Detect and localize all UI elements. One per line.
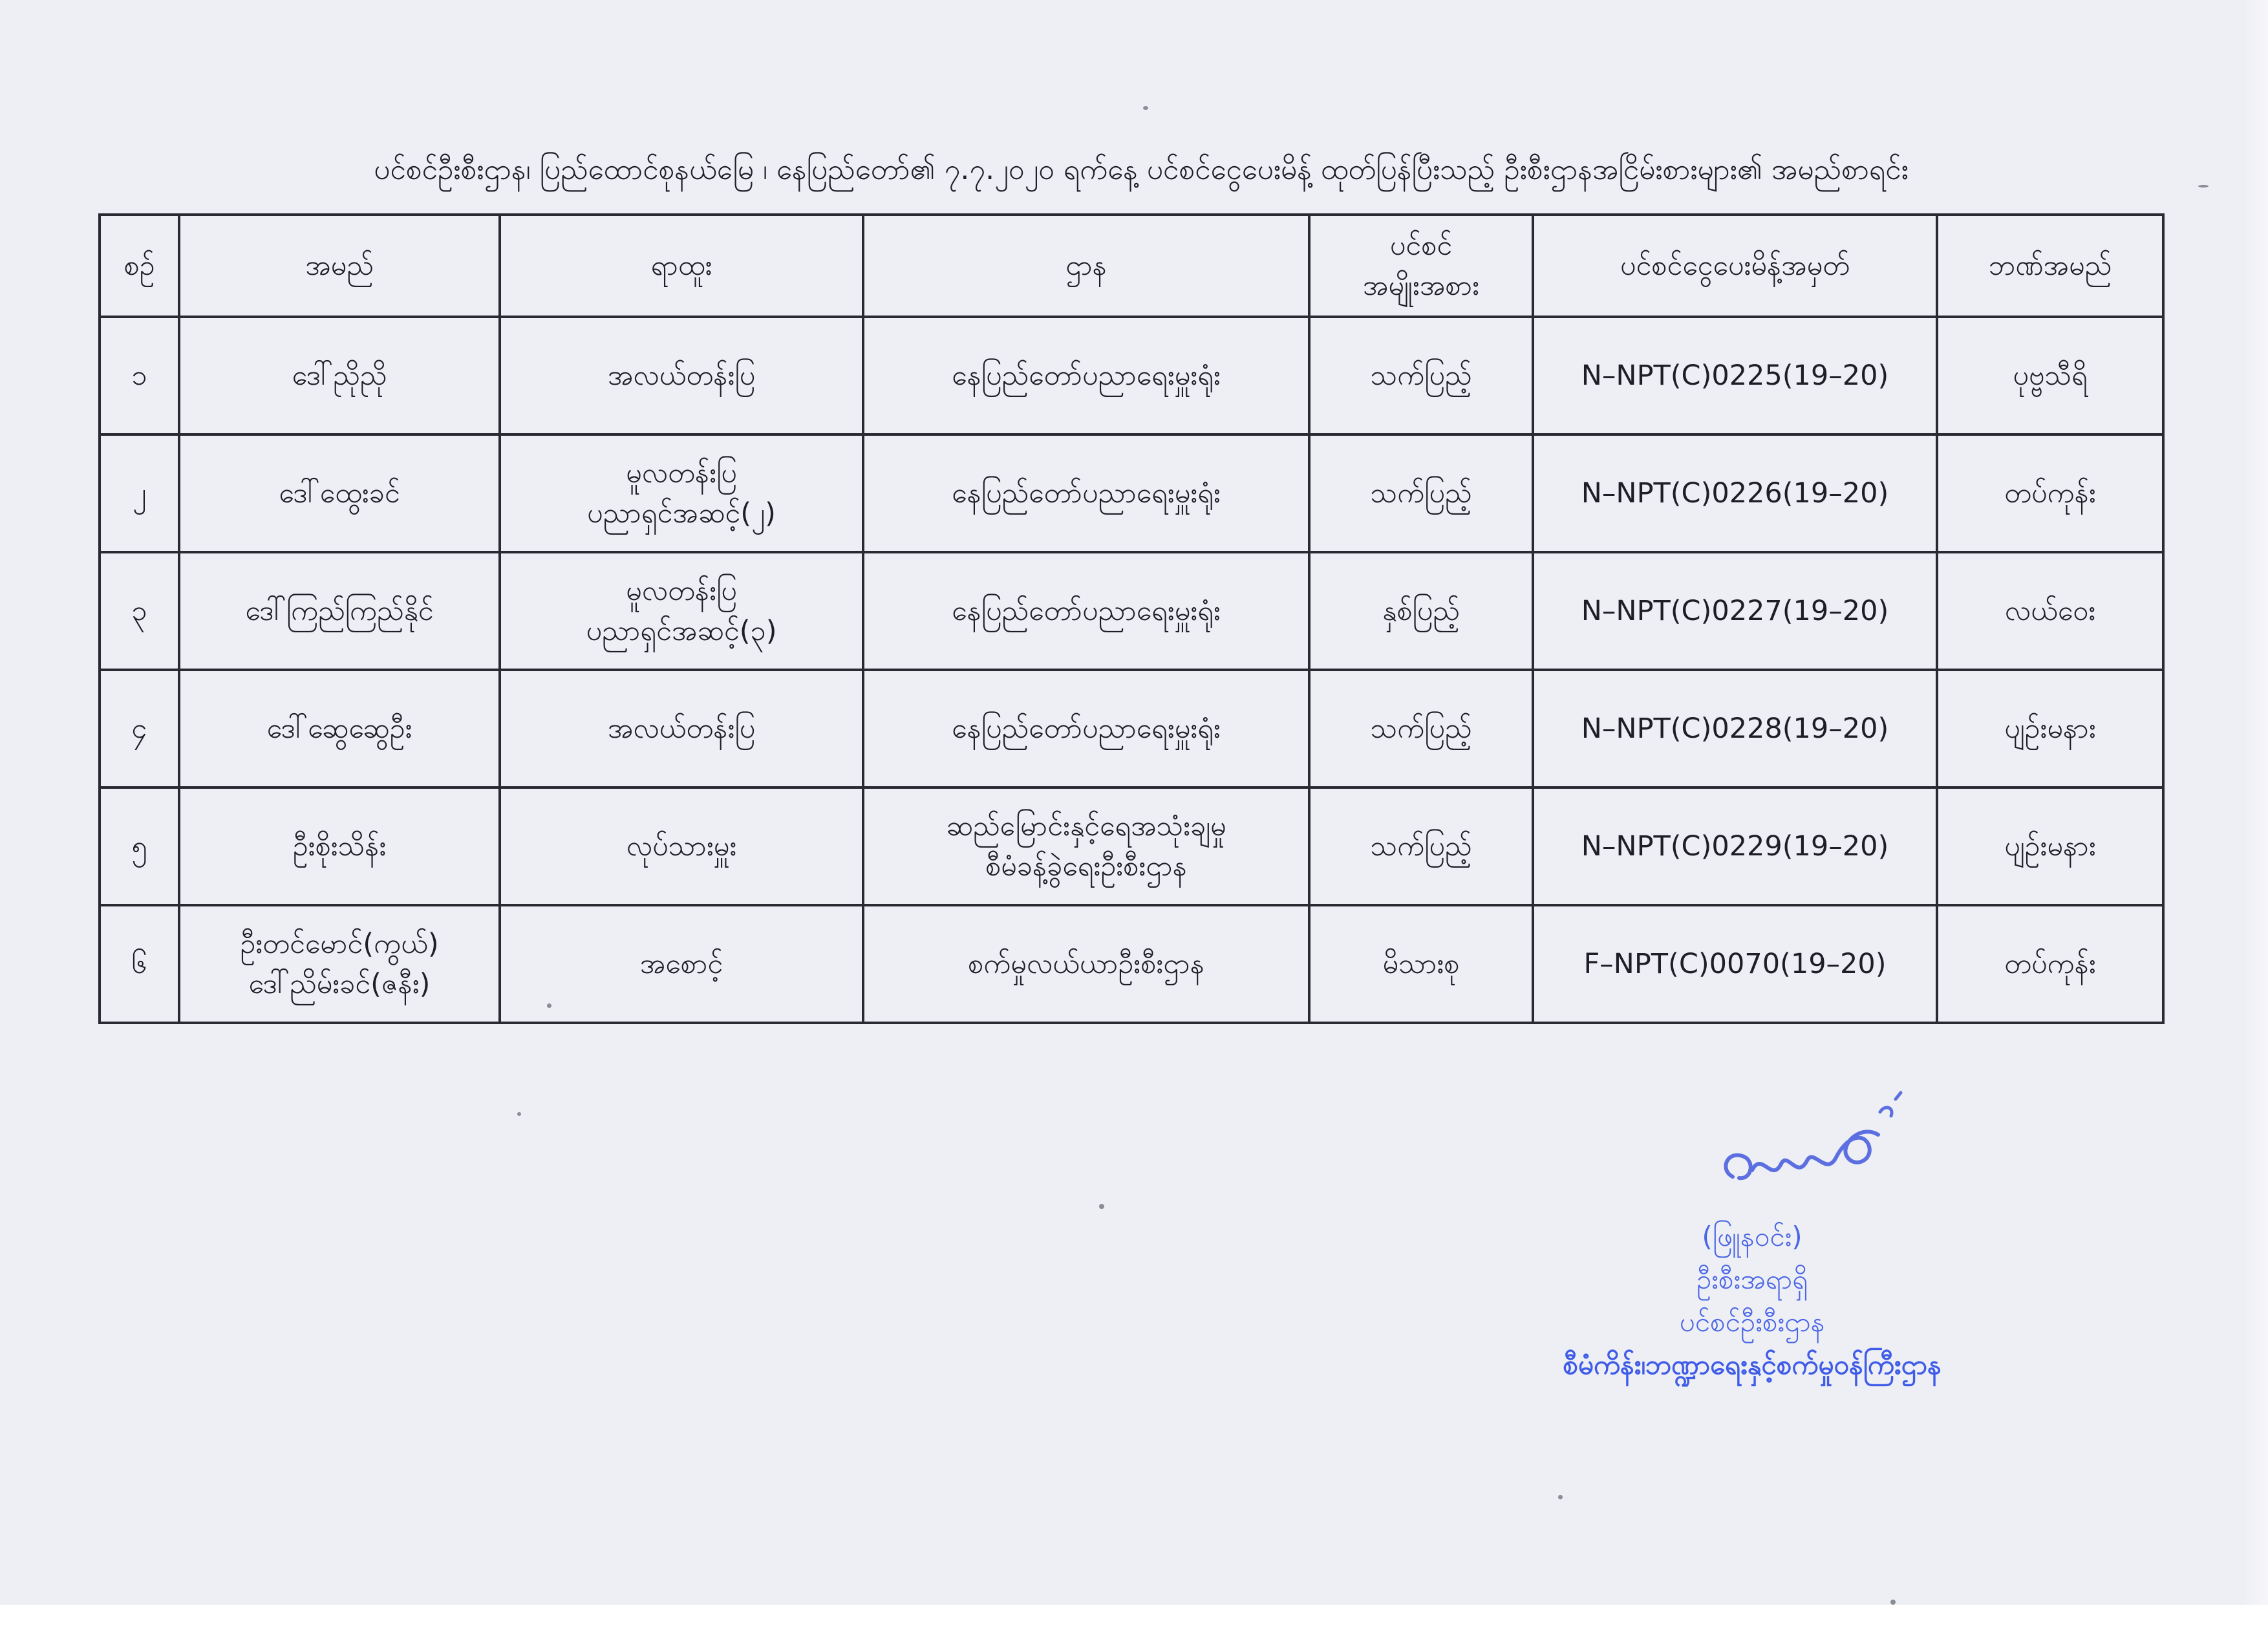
header-order-no: ပင်စင်ငွေပေးမိန့်အမှတ် — [1533, 215, 1937, 317]
cell-department-line1: နေပြည်တော်ပညာရေးမှူးရုံး — [952, 712, 1221, 745]
cell-no: ၆ — [100, 905, 179, 1023]
cell-department — [863, 317, 1309, 434]
scan-speck — [517, 1112, 521, 1116]
signature-stamp — [1513, 1216, 1991, 1386]
cell-no: ၅ — [100, 788, 179, 905]
table-row — [100, 552, 2163, 670]
cell-pension-type: နှစ်ပြည့် — [1309, 552, 1533, 670]
cell-name-line2: ဒေါ်ညိမ်းခင်(ဇနီး) — [248, 968, 431, 1000]
cell-name — [179, 905, 500, 1023]
scan-edge-bottom — [0, 1605, 2268, 1650]
header-bank: ဘဏ်အမည် — [1937, 215, 2163, 317]
cell-department — [863, 788, 1309, 905]
cell-pension-type: သက်ပြည့် — [1309, 317, 1533, 434]
cell-department-line1: နေပြည်တော်ပညာရေးမှူးရုံး — [952, 477, 1221, 509]
scan-speck — [1143, 106, 1148, 110]
cell-department — [863, 905, 1309, 1023]
cell-rank-line1: လုပ်သားမှူး — [626, 830, 737, 862]
scan-speck — [2198, 185, 2209, 188]
cell-rank — [500, 788, 863, 905]
cell-name — [179, 434, 500, 552]
document-title: ပင်စင်ဦးစီးဌာန၊ ပြည်ထောင်စုနယ်မြေ ၊ နေပြည်တော်၏ ၇.၇.၂၀၂၀ ရက်နေ့ ပင်စင်ငွေပေးမိန့် ထုတ်ပြန်ပြီးသည့် ဦးစီးဌာနအငြိမ်းစားများ၏ အမည်စာရင်း — [374, 153, 1909, 186]
cell-name — [179, 317, 500, 434]
table-row — [100, 788, 2163, 905]
cell-department-line2: စီမံခန့်ခွဲရေးဦးစီးဌာန — [985, 850, 1187, 883]
cell-rank-line1: အလယ်တန်းပြ — [607, 359, 756, 392]
cell-name-line1: ဒေါ်ဆွေဆွေဦး — [266, 712, 412, 745]
header-pension-type — [1309, 215, 1533, 317]
table-header-row — [100, 215, 2163, 317]
cell-pension-type: သက်ပြည့် — [1309, 434, 1533, 552]
header-no: စဉ် — [100, 215, 179, 317]
cell-no: ၃ — [100, 552, 179, 670]
cell-bank: ပျဉ်းမနား — [1937, 788, 2163, 905]
cell-rank-line1: အစောင့် — [639, 948, 723, 980]
cell-rank-line2: ပညာရှင်အဆင့်(၃) — [586, 615, 777, 647]
cell-name — [179, 552, 500, 670]
cell-name — [179, 788, 500, 905]
header-department: ဌာန — [863, 215, 1309, 317]
cell-name-line1: ဒေါ်ထွေးခင် — [279, 477, 400, 509]
table-row — [100, 905, 2163, 1023]
cell-rank-line2: ပညာရှင်အဆင့်(၂) — [587, 497, 776, 530]
cell-rank-line1: အလယ်တန်းပြ — [607, 712, 756, 745]
cell-bank: တပ်ကုန်း — [1937, 905, 2163, 1023]
cell-department-line1: စက်မှုလယ်ယာဦးစီးဌာန — [968, 948, 1204, 980]
cell-bank: ပုဗ္ဗသီရိ — [1937, 317, 2163, 434]
cell-rank-line1: မူလတန်းပြ — [626, 575, 737, 607]
signatory-position: ဦးစီးအရာရှိ — [1696, 1263, 1808, 1295]
cell-no: ၂ — [100, 434, 179, 552]
cell-order-no: N–NPT(C)0225(19–20) — [1533, 317, 1937, 434]
cell-bank: တပ်ကုန်း — [1937, 434, 2163, 552]
cell-rank — [500, 317, 863, 434]
cell-rank-line1: မူလတန်းပြ — [626, 457, 737, 489]
cell-bank: လယ်ဝေး — [1937, 552, 2163, 670]
cell-name-line1: ဦးတင်မောင်(ကွယ်) — [240, 928, 439, 960]
cell-department-line1: နေပြည်တော်ပညာရေးမှူးရုံး — [952, 595, 1221, 627]
cell-rank — [500, 552, 863, 670]
cell-department-line1: နေပြည်တော်ပညာရေးမှူးရုံး — [952, 359, 1221, 392]
cell-name-line1: ဒေါ်ကြည်ကြည်နိုင် — [245, 595, 434, 627]
cell-order-no: N–NPT(C)0227(19–20) — [1533, 552, 1937, 670]
signatory-ministry: စီမံကိန်း၊ဘဏ္ဍာရေးနှင့်စက်မှုဝန်ကြီးဌာန — [1563, 1349, 1942, 1380]
scan-speck — [1558, 1495, 1563, 1499]
table-row — [100, 670, 2163, 788]
cell-order-no: N–NPT(C)0226(19–20) — [1533, 434, 1937, 552]
cell-rank — [500, 905, 863, 1023]
cell-pension-type: သက်ပြည့် — [1309, 670, 1533, 788]
cell-order-no: N–NPT(C)0228(19–20) — [1533, 670, 1937, 788]
scan-speck — [1890, 1600, 1896, 1605]
cell-name — [179, 670, 500, 788]
cell-name-line1: ဦးစိုးသိန်း — [292, 830, 387, 862]
cell-rank — [500, 434, 863, 552]
cell-order-no: N–NPT(C)0229(19–20) — [1533, 788, 1937, 905]
cell-no: ၄ — [100, 670, 179, 788]
signatory-department: ပင်စင်ဦးစီးဌာန — [1679, 1306, 1825, 1338]
scan-speck — [547, 1003, 551, 1008]
cell-no: ၁ — [100, 317, 179, 434]
cell-pension-type: မိသားစု — [1309, 905, 1533, 1023]
cell-order-no: F–NPT(C)0070(19–20) — [1533, 905, 1937, 1023]
header-pension-type-line1: ပင်စင် — [1389, 230, 1453, 262]
cell-bank: ပျဉ်းမနား — [1937, 670, 2163, 788]
header-name: အမည် — [179, 215, 500, 317]
signature-block — [1513, 1073, 1991, 1409]
header-rank: ရာထူး — [500, 215, 863, 317]
table-row — [100, 317, 2163, 434]
scan-edge-right — [2243, 0, 2268, 1650]
scan-speck — [1099, 1204, 1104, 1209]
handwritten-signature — [1707, 1073, 1927, 1203]
cell-department — [863, 552, 1309, 670]
signatory-name: (ဖြူနဝင်း) — [1702, 1221, 1803, 1252]
cell-department — [863, 434, 1309, 552]
cell-rank — [500, 670, 863, 788]
cell-pension-type: သက်ပြည့် — [1309, 788, 1533, 905]
table-row — [100, 434, 2163, 552]
cell-department — [863, 670, 1309, 788]
cell-department-line1: ဆည်မြောင်းနှင့်ရေအသုံးချမှု — [946, 810, 1226, 842]
cell-name-line1: ဒေါ်ညိုညို — [292, 359, 387, 392]
header-pension-type-line2: အမျိုးအစား — [1362, 270, 1480, 302]
pensioner-table — [98, 213, 2165, 1024]
